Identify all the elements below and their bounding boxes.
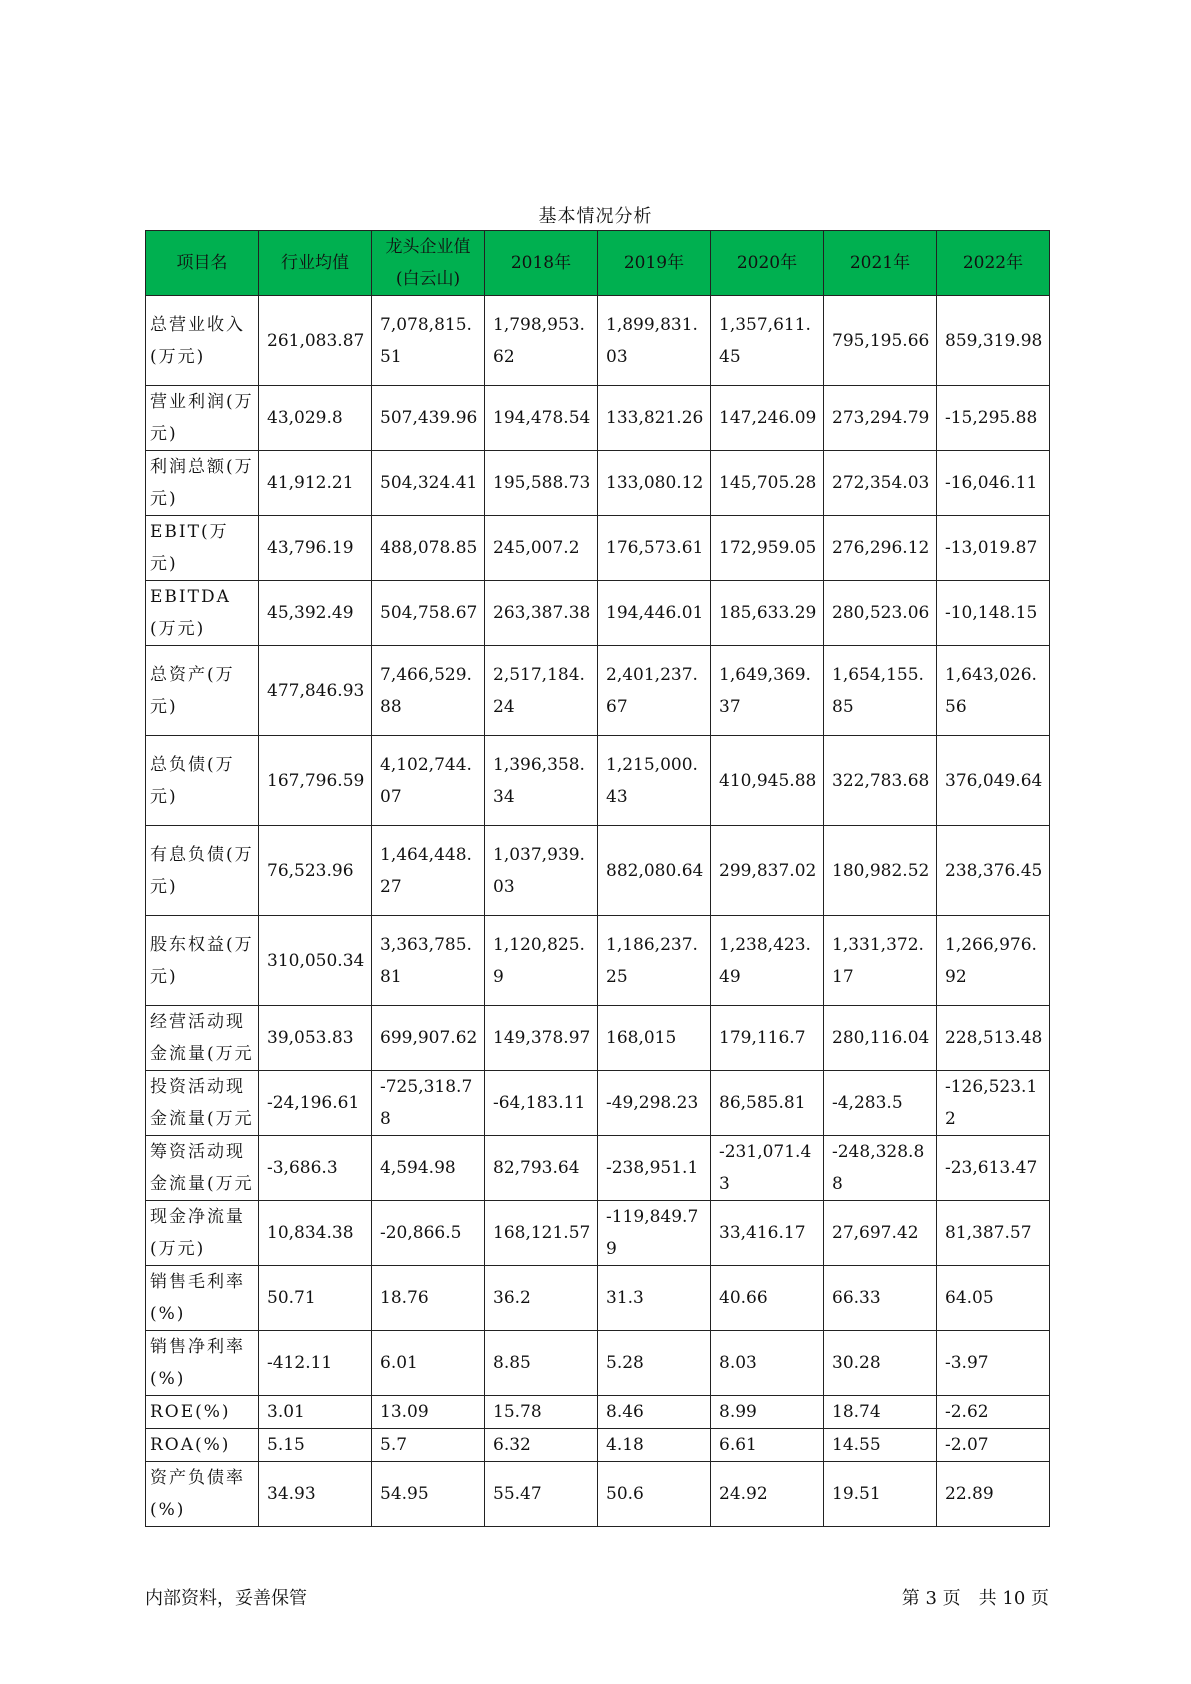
table-cell: 185,633.29 — [711, 581, 824, 646]
table-cell: 66.33 — [824, 1266, 937, 1331]
table-cell: 14.55 — [824, 1429, 937, 1462]
table-cell: 1,186,237.25 — [598, 916, 711, 1006]
table-row — [146, 1429, 1050, 1462]
table-cell: 1,331,372.17 — [824, 916, 937, 1006]
table-cell: -64,183.11 — [485, 1071, 598, 1136]
table-cell: 272,354.03 — [824, 451, 937, 516]
table-cell: 27,697.42 — [824, 1201, 937, 1266]
table-cell: 1,215,000.43 — [598, 736, 711, 826]
table-row — [146, 1396, 1050, 1429]
table-cell: 86,585.81 — [711, 1071, 824, 1136]
column-header: 项目名 — [146, 231, 259, 296]
table-cell: 41,912.21 — [259, 451, 372, 516]
table-row — [146, 296, 1050, 386]
table-cell: 172,959.05 — [711, 516, 824, 581]
table-cell: 15.78 — [485, 1396, 598, 1429]
table-cell: 8.99 — [711, 1396, 824, 1429]
table-cell: -231,071.43 — [711, 1136, 824, 1201]
table-cell: -10,148.15 — [937, 581, 1050, 646]
table-cell: 19.51 — [824, 1462, 937, 1527]
table-cell: 133,821.26 — [598, 386, 711, 451]
table-cell: 5.28 — [598, 1331, 711, 1396]
row-label: 营业利润(万元) — [146, 386, 259, 451]
table-row — [146, 1462, 1050, 1527]
table-cell: -20,866.5 — [372, 1201, 485, 1266]
table-cell: 8.03 — [711, 1331, 824, 1396]
table-row — [146, 1201, 1050, 1266]
table-cell: -13,019.87 — [937, 516, 1050, 581]
table-cell: 18.74 — [824, 1396, 937, 1429]
table-cell: 1,899,831.03 — [598, 296, 711, 386]
table-cell: 55.47 — [485, 1462, 598, 1527]
table-cell: 1,396,358.34 — [485, 736, 598, 826]
table-cell: 22.89 — [937, 1462, 1050, 1527]
table-cell: 64.05 — [937, 1266, 1050, 1331]
table-cell: -3,686.3 — [259, 1136, 372, 1201]
table-cell: 24.92 — [711, 1462, 824, 1527]
row-label: 总资产(万元) — [146, 646, 259, 736]
table-row — [146, 516, 1050, 581]
table-cell: 18.76 — [372, 1266, 485, 1331]
table-cell: 263,387.38 — [485, 581, 598, 646]
column-header: 2018年 — [485, 231, 598, 296]
table-cell: 33,416.17 — [711, 1201, 824, 1266]
table-cell: 6.01 — [372, 1331, 485, 1396]
table-cell: -248,328.88 — [824, 1136, 937, 1201]
table-cell: 280,116.04 — [824, 1006, 937, 1071]
table-cell: 4,102,744.07 — [372, 736, 485, 826]
table-cell: 410,945.88 — [711, 736, 824, 826]
table-cell: 149,378.97 — [485, 1006, 598, 1071]
column-header: 龙头企业值(白云山) — [372, 231, 485, 296]
table-cell: 1,266,976.92 — [937, 916, 1050, 1006]
table-cell: 310,050.34 — [259, 916, 372, 1006]
table-cell: 1,357,611.45 — [711, 296, 824, 386]
table-cell: 273,294.79 — [824, 386, 937, 451]
table-cell: 699,907.62 — [372, 1006, 485, 1071]
table-cell: -3.97 — [937, 1331, 1050, 1396]
table-cell: 43,029.8 — [259, 386, 372, 451]
table-cell: 1,238,423.49 — [711, 916, 824, 1006]
row-label: 投资活动现金流量(万元 — [146, 1071, 259, 1136]
table-cell: 1,643,026.56 — [937, 646, 1050, 736]
table-row — [146, 386, 1050, 451]
row-label: 有息负债(万元) — [146, 826, 259, 916]
table-title: 基本情况分析 — [538, 206, 653, 227]
table-cell: 238,376.45 — [937, 826, 1050, 916]
table-cell: 376,049.64 — [937, 736, 1050, 826]
table-cell: -49,298.23 — [598, 1071, 711, 1136]
row-label: EBITDA(万元) — [146, 581, 259, 646]
table-cell: 36.2 — [485, 1266, 598, 1331]
row-label: 销售净利率(%) — [146, 1331, 259, 1396]
table-cell: 280,523.06 — [824, 581, 937, 646]
table-row — [146, 1331, 1050, 1396]
table-row — [146, 1136, 1050, 1201]
table-cell: 1,464,448.27 — [372, 826, 485, 916]
row-label: 资产负债率(%) — [146, 1462, 259, 1527]
column-header: 2020年 — [711, 231, 824, 296]
table-cell: 13.09 — [372, 1396, 485, 1429]
table-cell: 10,834.38 — [259, 1201, 372, 1266]
table-cell: 245,007.2 — [485, 516, 598, 581]
table-cell: 8.85 — [485, 1331, 598, 1396]
table-cell: 133,080.12 — [598, 451, 711, 516]
table-cell: 4,594.98 — [372, 1136, 485, 1201]
footer-page-number: 第 3 页 共 10 页 — [901, 1588, 1049, 1609]
table-row — [146, 581, 1050, 646]
table-cell: 45,392.49 — [259, 581, 372, 646]
table-cell: 8.46 — [598, 1396, 711, 1429]
table-cell: 228,513.48 — [937, 1006, 1050, 1071]
table-cell: 195,588.73 — [485, 451, 598, 516]
table-cell: 795,195.66 — [824, 296, 937, 386]
table-cell: 176,573.61 — [598, 516, 711, 581]
table-cell: 507,439.96 — [372, 386, 485, 451]
row-label: 股东权益(万元) — [146, 916, 259, 1006]
table-row — [146, 1071, 1050, 1136]
table-row — [146, 826, 1050, 916]
table-cell: 261,083.87 — [259, 296, 372, 386]
table-cell: -238,951.1 — [598, 1136, 711, 1201]
table-cell: 168,015 — [598, 1006, 711, 1071]
row-label: EBIT(万元) — [146, 516, 259, 581]
table-cell: 3.01 — [259, 1396, 372, 1429]
table-cell: 168,121.57 — [485, 1201, 598, 1266]
table-cell: 1,120,825.9 — [485, 916, 598, 1006]
table-body — [146, 296, 1050, 1527]
table-cell: 488,078.85 — [372, 516, 485, 581]
table-cell: 5.7 — [372, 1429, 485, 1462]
table-cell: 504,324.41 — [372, 451, 485, 516]
table-row — [146, 916, 1050, 1006]
table-row — [146, 1006, 1050, 1071]
table-cell: 179,116.7 — [711, 1006, 824, 1071]
table-cell: 54.95 — [372, 1462, 485, 1527]
row-label: 经营活动现金流量(万元 — [146, 1006, 259, 1071]
table-cell: 31.3 — [598, 1266, 711, 1331]
table-cell: 76,523.96 — [259, 826, 372, 916]
table-cell: 5.15 — [259, 1429, 372, 1462]
table-cell: 2,517,184.24 — [485, 646, 598, 736]
table-cell: -2.07 — [937, 1429, 1050, 1462]
table-cell: 504,758.67 — [372, 581, 485, 646]
table-row — [146, 646, 1050, 736]
table-cell: -24,196.61 — [259, 1071, 372, 1136]
table-cell: -23,613.47 — [937, 1136, 1050, 1201]
row-label: 现金净流量(万元) — [146, 1201, 259, 1266]
row-label: 总负债(万元) — [146, 736, 259, 826]
table-cell: 6.32 — [485, 1429, 598, 1462]
table-cell: 34.93 — [259, 1462, 372, 1527]
table-cell: 43,796.19 — [259, 516, 372, 581]
table-cell: 81,387.57 — [937, 1201, 1050, 1266]
table-cell: 882,080.64 — [598, 826, 711, 916]
table-cell: -2.62 — [937, 1396, 1050, 1429]
table-cell: 3,363,785.81 — [372, 916, 485, 1006]
footer-confidential-note: 内部资料，妥善保管 — [145, 1588, 307, 1609]
row-label: ROA(%) — [146, 1429, 259, 1462]
table-cell: -725,318.78 — [372, 1071, 485, 1136]
table-cell: 477,846.93 — [259, 646, 372, 736]
row-label: 总营业收入(万元) — [146, 296, 259, 386]
table-cell: -15,295.88 — [937, 386, 1050, 451]
row-label: 筹资活动现金流量(万元 — [146, 1136, 259, 1201]
table-cell: 194,478.54 — [485, 386, 598, 451]
column-header: 行业均值 — [259, 231, 372, 296]
table-cell: 1,649,369.37 — [711, 646, 824, 736]
table-cell: -412.11 — [259, 1331, 372, 1396]
table-cell: 147,246.09 — [711, 386, 824, 451]
table-cell: 167,796.59 — [259, 736, 372, 826]
table-cell: -16,046.11 — [937, 451, 1050, 516]
table-cell: 276,296.12 — [824, 516, 937, 581]
table-header-row — [146, 231, 1050, 296]
table-cell: -4,283.5 — [824, 1071, 937, 1136]
table-cell: 50.71 — [259, 1266, 372, 1331]
table-cell: -126,523.12 — [937, 1071, 1050, 1136]
table-cell: 859,319.98 — [937, 296, 1050, 386]
table-cell: 40.66 — [711, 1266, 824, 1331]
table-cell: 4.18 — [598, 1429, 711, 1462]
table-cell: 299,837.02 — [711, 826, 824, 916]
row-label: 利润总额(万元) — [146, 451, 259, 516]
table-cell: 145,705.28 — [711, 451, 824, 516]
analysis-table — [145, 230, 1050, 1527]
table-row — [146, 1266, 1050, 1331]
table-row — [146, 451, 1050, 516]
table-cell: 2,401,237.67 — [598, 646, 711, 736]
column-header: 2019年 — [598, 231, 711, 296]
table-cell: -119,849.79 — [598, 1201, 711, 1266]
table-cell: 39,053.83 — [259, 1006, 372, 1071]
table-cell: 194,446.01 — [598, 581, 711, 646]
table-row — [146, 736, 1050, 826]
table-cell: 1,798,953.62 — [485, 296, 598, 386]
column-header: 2021年 — [824, 231, 937, 296]
table-cell: 7,466,529.88 — [372, 646, 485, 736]
table-cell: 50.6 — [598, 1462, 711, 1527]
table-cell: 30.28 — [824, 1331, 937, 1396]
table-cell: 1,654,155.85 — [824, 646, 937, 736]
table-cell: 6.61 — [711, 1429, 824, 1462]
table-cell: 1,037,939.03 — [485, 826, 598, 916]
column-header: 2022年 — [937, 231, 1050, 296]
table-cell: 7,078,815.51 — [372, 296, 485, 386]
table-cell: 82,793.64 — [485, 1136, 598, 1201]
table-cell: 322,783.68 — [824, 736, 937, 826]
row-label: ROE(%) — [146, 1396, 259, 1429]
table-cell: 180,982.52 — [824, 826, 937, 916]
row-label: 销售毛利率(%) — [146, 1266, 259, 1331]
